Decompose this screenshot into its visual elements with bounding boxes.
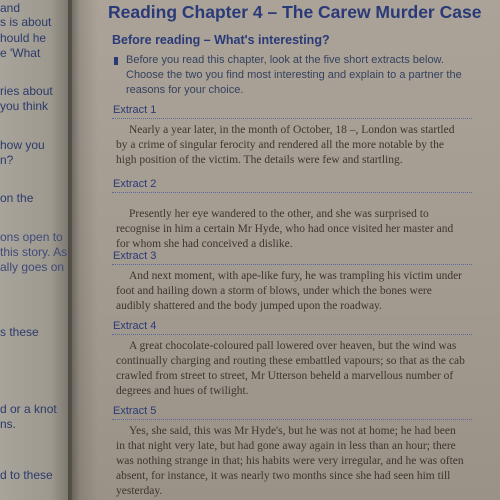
extract-5-divider bbox=[112, 419, 472, 421]
left-page-fragment: and bbox=[0, 1, 21, 15]
extract-1-divider bbox=[112, 118, 472, 120]
extract-5-text: Yes, she said, this was Mr Hyde's, but he was not at home; he had been in that night very late, but had gone away again in less than an hour; there was nothing strange in that; his habits were very irregular, and he was often absent, for instance, it was nearly two months since she had seen him till yesterday. bbox=[116, 425, 464, 497]
extract-2-divider bbox=[112, 192, 472, 194]
left-page-fragment: how you bbox=[0, 138, 45, 152]
extract-1-label: Extract 1 bbox=[113, 104, 157, 116]
left-page-fragment: ns. bbox=[0, 417, 17, 431]
left-page-fragment: on the bbox=[0, 191, 34, 205]
page-gutter-shadow bbox=[68, 0, 98, 500]
left-page bbox=[0, 0, 72, 500]
left-page-fragment: e 'What bbox=[0, 46, 41, 60]
left-page-fragment: you think bbox=[0, 99, 49, 113]
extract-4-text: A great chocolate-coloured pall lowered over heaven, but the wind was continually charging and routing these embattled vapours; so that as the cab crawled from street to street, Mr Utterson beheld a marvellous number of degrees and hues of twilight. bbox=[116, 340, 465, 397]
extract-4-label: Extract 4 bbox=[113, 320, 157, 332]
extract-3-divider bbox=[112, 264, 472, 266]
extract-1-text: Nearly a year later, in the month of October, 18 –, London was startled by a crime of singular ferocity and rendered all the more notable by the high position of the victim. The details were few and startling. bbox=[116, 124, 455, 166]
extract-4-divider bbox=[112, 334, 472, 336]
left-page-fragment: ally goes on bbox=[0, 260, 65, 274]
extract-3-text: And next moment, with ape-like fury, he was trampling his victim under foot and hailing down a storm of blows, under which the bones were audibly shattered and the body jumped upon the roadway. bbox=[116, 270, 463, 312]
right-page bbox=[72, 0, 500, 500]
before-reading-heading: Before reading – What's interesting? bbox=[112, 33, 330, 47]
bullet-marker-icon bbox=[114, 57, 118, 65]
left-page-fragment: s these bbox=[0, 325, 39, 339]
left-page-fragment: this story. As bbox=[0, 245, 68, 259]
left-page-fragment: d to these bbox=[0, 468, 53, 482]
extract-2-text: Presently her eye wandered to the other, and she was surprised to recognise in him a certain Mr Hyde, who had once visited her master and for whom she had conceived a dislike. bbox=[116, 208, 454, 250]
chapter-title: Reading Chapter 4 – The Carew Murder Case bbox=[108, 2, 482, 22]
left-page-fragment: ries about bbox=[0, 84, 53, 98]
left-page-fragment: d or a knot bbox=[0, 402, 57, 416]
left-page-fragment: ons open to bbox=[0, 230, 63, 244]
instructions-text: Before you read this chapter, look at the five short extracts below. Choose the two you find most interesting and explain to a partner the reasons for your choice. bbox=[126, 54, 462, 96]
left-page-fragment: n? bbox=[0, 153, 14, 167]
extract-2-label: Extract 2 bbox=[113, 178, 157, 190]
extract-3-label: Extract 3 bbox=[113, 250, 157, 262]
left-page-fragment: s is about bbox=[0, 15, 52, 29]
extract-5-label: Extract 5 bbox=[113, 405, 157, 417]
left-page-fragment: hould he bbox=[0, 31, 47, 45]
